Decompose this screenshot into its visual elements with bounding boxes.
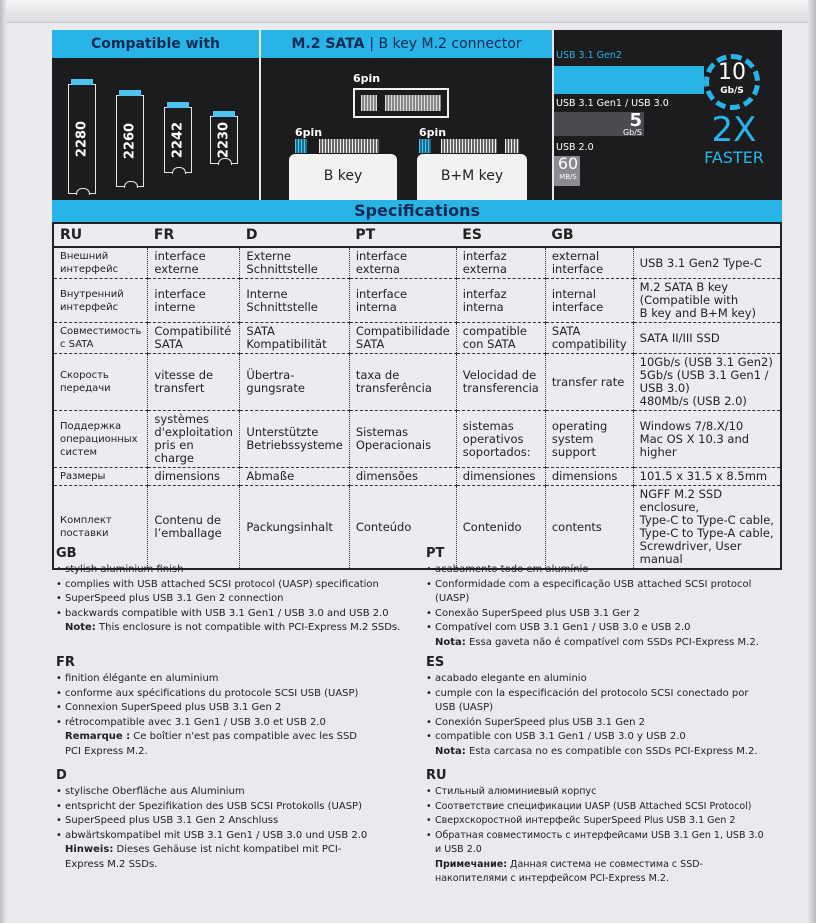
cell-line: transfer rate — [551, 374, 625, 389]
cell-line: Внешний — [60, 251, 109, 262]
cell-line: 480Mb/s (USB 2.0) — [639, 394, 747, 408]
table-cell — [240, 354, 349, 411]
table-cell — [240, 247, 349, 279]
gen2-unit: Gb/S — [720, 86, 744, 96]
bm-key-label: B+M key — [440, 168, 504, 184]
list-item: • acabamento todo em alumínio — [426, 563, 766, 578]
cell-line: SATA — [551, 324, 581, 338]
ssd-size-label: 2230 — [216, 121, 232, 159]
features-gb — [56, 546, 416, 636]
cell-line: interface — [154, 249, 206, 263]
cell-line: Скорость — [60, 370, 109, 381]
cell-line: interface — [355, 286, 408, 301]
ssd-size-label: 2260 — [122, 122, 138, 160]
note — [426, 636, 766, 651]
gen2-speed-bar — [554, 66, 704, 94]
usb2-value: 60 — [557, 154, 579, 173]
table-cell — [545, 468, 633, 486]
list-item: • abwärtskompatibel mit USB 3.1 Gen1 / USB 3.0 und USB 2.0 — [56, 829, 376, 844]
cell-line: интерфейс — [60, 301, 119, 313]
cell-line: M.2 SATA B key — [639, 280, 729, 294]
list-item: • conforme aux spécifications du protocole SCSI USB (UASP) — [56, 687, 376, 702]
list-item: • stylish aluminium finish — [56, 563, 416, 578]
table-cell — [148, 411, 240, 468]
list-item: • stylische Oberfläche aus Aluminium — [56, 785, 376, 800]
note — [426, 858, 766, 887]
table-row — [53, 411, 781, 468]
cell-line: передачи — [60, 383, 111, 394]
section-title: GB — [56, 546, 77, 561]
cell-line: systèmes — [154, 412, 210, 426]
cell-line: transferência — [355, 381, 432, 395]
connector-title-rest: | B key M.2 connector — [369, 36, 522, 52]
note-text: Ce boîtier n'est pas compatible avec les SSD PCI Express M.2. — [65, 731, 357, 757]
list-item: • Conexão SuperSpeed plus USB 3.1 Ger 2 — [426, 607, 766, 622]
cell-line: Externe — [246, 249, 291, 263]
list-item: • compatible con USB 3.1 Gen1 / USB 3.0 y USB 2.0 — [426, 730, 766, 745]
cell-line: Поддержка — [60, 420, 122, 432]
table-cell — [633, 411, 781, 468]
cell-line: Mac OS X 10.3 and — [639, 431, 750, 446]
cell-line: Windows 7/8.X/10 — [639, 418, 744, 433]
note-text: Esta carcasa no es compatible con SSDs PCI-Express M.2. — [465, 745, 758, 757]
connector-panel — [261, 30, 554, 201]
cell-line: Комплект — [60, 515, 112, 526]
table-cell — [148, 468, 240, 486]
cell-line: Abmaße — [246, 469, 295, 483]
cell-line: Размеры — [60, 471, 106, 482]
table-cell — [148, 279, 240, 323]
cell-line: transferencia — [462, 381, 539, 395]
table-cell — [240, 323, 349, 354]
table-row — [53, 279, 781, 323]
cell-line: d'exploitation — [154, 425, 233, 439]
cell-line: externa — [462, 262, 507, 276]
note-label: Nota: — [435, 745, 466, 757]
feature-list — [426, 785, 766, 858]
cell-line: higher — [639, 444, 677, 459]
note-text: Данная система не совместима с SSD-накопителями с интерфейсом PCI-Express M.2. — [435, 858, 703, 884]
gen2-label: USB 3.1 Gen2 — [556, 50, 622, 61]
list-item: • cumple con la especificación del protocolo SCSI conectado por USB (UASP) — [426, 687, 766, 716]
list-item: • Стильный алюминиевый корпус — [426, 785, 766, 800]
table-cell — [633, 468, 781, 486]
note-label: Note: — [65, 622, 96, 633]
note-text: Essa gaveta não é compatível com SSDs PCI-Express M.2. — [465, 636, 759, 648]
features-ru — [426, 768, 766, 887]
column-header: PT — [349, 223, 456, 247]
cell-line: Sistemas — [355, 425, 409, 439]
connector-title — [261, 30, 552, 58]
table-row — [53, 468, 781, 486]
cell-line: dimensions — [154, 469, 220, 483]
cell-line: Übertra- — [246, 368, 295, 382]
ssd-2260-icon — [116, 95, 144, 187]
feature-list — [426, 563, 766, 636]
features-pt — [426, 546, 766, 650]
section-title: FR — [56, 655, 75, 670]
feature-list — [56, 785, 376, 843]
list-item: • backwards compatible with USB 3.1 Gen1 / USB 3.0 and USB 2.0 — [56, 607, 416, 622]
cell-line: interface — [551, 299, 604, 314]
cell-line: operating — [551, 418, 608, 433]
usb2-label: USB 2.0 — [556, 142, 594, 153]
cell-line: SATA — [154, 337, 183, 351]
list-item: • SuperSpeed plus USB 3.1 Gen 2 Anschluss — [56, 814, 376, 829]
b-key-contacts-icon — [319, 139, 379, 153]
cell-line: externa — [355, 262, 400, 276]
cell-line: Screwdriver, User manual — [639, 539, 742, 566]
table-cell — [349, 468, 456, 486]
cell-line: external — [551, 249, 600, 263]
cell-line: dimensões — [355, 469, 418, 483]
table-cell — [633, 247, 781, 279]
cell-line: 101.5 x 31.5 x 8.5mm — [639, 469, 768, 483]
cell-line: SATA — [246, 324, 275, 338]
table-row — [53, 323, 781, 354]
cell-line: Velocidad de — [462, 368, 537, 382]
speed-multiplier: 2X — [711, 110, 757, 150]
table-cell — [456, 279, 545, 323]
sata-connector-icon — [353, 88, 449, 118]
table-cell — [456, 468, 545, 486]
cell-line: Compatibilidade — [355, 324, 450, 338]
bm-key-pins-icon — [419, 139, 431, 153]
cell-line: Kompatibilität — [246, 337, 327, 351]
column-header: FR — [148, 223, 240, 247]
list-item: • Соответствие спецификации UASP (USB Attached SCSI Protocol) — [426, 800, 766, 815]
table-cell — [53, 279, 148, 323]
cell-line: Packungsinhalt — [246, 519, 333, 534]
cell-line: с SATA — [60, 339, 94, 350]
column-header: GB — [545, 223, 633, 247]
cell-line: Operacionais — [355, 438, 432, 452]
speed-panel — [554, 30, 782, 201]
cell-line: con SATA — [462, 337, 516, 351]
table-row — [53, 354, 781, 411]
features-fr — [56, 655, 376, 759]
cell-line: Betriebssysteme — [246, 438, 343, 452]
features-es — [426, 655, 766, 759]
specifications-table — [52, 222, 782, 570]
table-cell — [349, 279, 456, 323]
cell-line: Contenu de — [154, 513, 221, 527]
note — [56, 621, 416, 636]
features-d — [56, 768, 376, 872]
box-top-edge — [0, 0, 816, 23]
table-cell — [545, 323, 633, 354]
bm-key-contacts-icon — [505, 139, 519, 153]
gen1-unit: Gb/S — [622, 128, 642, 137]
table-cell — [349, 411, 456, 468]
bm-key-contacts-icon — [441, 139, 497, 153]
list-item: • SuperSpeed plus USB 3.1 Gen 2 connection — [56, 592, 416, 607]
cell-line: систем — [60, 446, 98, 458]
gen1-label: USB 3.1 Gen1 / USB 3.0 — [556, 98, 669, 109]
list-item: • rétrocompatible avec 3.1 Gen1 / USB 3.0 et USB 2.0 — [56, 716, 376, 731]
cell-line: interfaz — [462, 286, 507, 301]
table-cell — [633, 279, 781, 323]
list-item: • Обратная совместимость с интерфейсами USB 3.1 Gen 1, USB 3.0 и USB 2.0 — [426, 829, 766, 858]
cell-line: Unterstützte — [246, 425, 319, 439]
cell-line: SATA II/III SSD — [639, 330, 720, 345]
ssd-2230-icon — [210, 116, 238, 164]
gen2-value: 10 — [718, 60, 746, 85]
table-cell — [349, 354, 456, 411]
table-cell — [456, 354, 545, 411]
cell-line: Внутренний — [60, 288, 124, 300]
note — [56, 730, 376, 759]
section-title: PT — [426, 546, 445, 561]
cell-line: transfert — [154, 381, 205, 395]
cell-line: interne — [154, 299, 196, 314]
cell-line: Schnittstelle — [246, 262, 318, 276]
table-cell — [349, 247, 456, 279]
cell-line: 10Gb/s (USB 3.1 Gen2) — [639, 355, 773, 369]
cell-line: Interne — [246, 286, 288, 301]
cell-line: l’emballage — [154, 526, 222, 540]
table-cell — [148, 354, 240, 411]
faster-label: FASTER — [704, 148, 764, 167]
cell-line: compatible — [462, 324, 527, 338]
cell-line: Schnittstelle — [246, 299, 318, 314]
specifications-title: Specifications — [52, 200, 782, 222]
list-item: • Сверхскоростной интерфейс SuperSpeed Plus USB 3.1 Gen 2 — [426, 814, 766, 829]
cell-line: interna — [462, 299, 504, 314]
feature-list — [426, 672, 766, 745]
cell-line: Совместимость — [60, 326, 142, 337]
list-item: • acabado elegante en aluminio — [426, 672, 766, 687]
table-cell — [545, 354, 633, 411]
table-cell — [53, 468, 148, 486]
cell-line: Type-C to Type-A cable, — [639, 526, 774, 540]
cell-line: поставки — [60, 528, 109, 539]
table-cell — [240, 411, 349, 468]
cell-line: contents — [551, 519, 602, 534]
cell-line: pris en charge — [154, 438, 194, 465]
note — [426, 745, 766, 760]
b-key-pins-icon — [295, 139, 307, 153]
table-cell — [53, 323, 148, 354]
table-cell — [349, 323, 456, 354]
cell-line: interface — [551, 262, 604, 276]
table-cell — [240, 468, 349, 486]
note — [56, 843, 376, 872]
table-cell — [53, 354, 148, 411]
cell-line: internal — [551, 286, 596, 301]
list-item: • complies with USB attached SCSI protocol (UASP) specification — [56, 578, 416, 593]
ssd-2280-icon — [68, 84, 96, 194]
cell-line: SATA — [355, 337, 385, 351]
gen1-value: 5 — [629, 110, 642, 131]
cell-line: compatibility — [551, 337, 627, 351]
cell-line: USB 3.0) — [639, 381, 690, 395]
cell-line: 5Gb/s (USB 3.1 Gen1 / — [639, 368, 769, 382]
cell-line: B key and B+M key) — [639, 306, 757, 320]
table-cell — [240, 279, 349, 323]
note-text: Dieses Gehäuse ist nicht kompatibel mit PCI-Express M.2 SSDs. — [65, 844, 342, 870]
cell-line: interna — [355, 299, 397, 314]
cell-line: interfaz — [462, 249, 507, 263]
table-cell — [633, 323, 781, 354]
cell-line: interface — [355, 249, 408, 263]
table-row — [53, 247, 781, 279]
cell-line: Conteúdo — [355, 519, 412, 534]
note-label: Nota: — [435, 636, 466, 648]
product-banner — [52, 30, 782, 201]
cell-line: dimensions — [551, 469, 618, 483]
list-item: • Compatível com USB 3.1 Gen1 / USB 3.0 e USB 2.0 — [426, 621, 766, 636]
table-cell — [53, 247, 148, 279]
cell-line: interface — [154, 286, 206, 301]
column-header — [633, 223, 781, 247]
column-header: RU — [53, 223, 148, 247]
list-item: • finition élégante en aluminium — [56, 672, 376, 687]
cell-line: Type-C to Type-C cable, — [639, 513, 774, 527]
section-title: D — [56, 768, 67, 783]
cell-line: операционных — [60, 433, 138, 445]
table-cell — [148, 323, 240, 354]
note-label: Hinweis: — [65, 844, 114, 855]
cell-line: Contenido — [462, 519, 522, 534]
table-cell — [545, 247, 633, 279]
column-header: D — [240, 223, 349, 247]
cell-line: sistemas — [462, 418, 514, 433]
connector-title-bold: M.2 SATA — [291, 36, 365, 52]
cell-line: vitesse de — [154, 368, 214, 382]
table-cell — [545, 411, 633, 468]
section-title: ES — [426, 655, 445, 670]
ssd-2242-icon — [164, 107, 192, 173]
usb2-unit: MB/S — [559, 173, 577, 181]
pin-label: 6pin — [419, 126, 447, 139]
cell-line: soportados: — [462, 444, 531, 459]
table-cell — [53, 411, 148, 468]
cell-line: Compatibilité — [154, 324, 232, 338]
cell-line: gungsrate — [246, 381, 305, 395]
section-title: RU — [426, 768, 447, 783]
cell-line: USB 3.1 Gen2 Type-C — [639, 255, 762, 270]
pin-label: 6pin — [353, 72, 381, 85]
compatible-panel — [52, 30, 261, 201]
pin-label: 6pin — [295, 126, 323, 139]
table-cell — [456, 411, 545, 468]
table-header-row — [53, 223, 781, 247]
table-cell — [456, 247, 545, 279]
box-right-edge — [808, 0, 816, 923]
list-item: • entspricht der Spezifikation des USB SCSI Protokolls (UASP) — [56, 800, 376, 815]
cell-line: operativos — [462, 431, 524, 446]
note-label: Примечание: — [435, 858, 508, 870]
cell-line: support — [551, 444, 597, 459]
ssd-size-label: 2242 — [170, 121, 186, 159]
cell-line: externe — [154, 262, 199, 276]
cell-line: system — [551, 431, 594, 446]
column-header: ES — [456, 223, 545, 247]
list-item: • Connexion SuperSpeed plus USB 3.1 Gen 2 — [56, 701, 376, 716]
note-label: Remarque : — [65, 731, 131, 742]
cell-line: (Compatible with — [639, 293, 739, 307]
table-cell — [633, 354, 781, 411]
ssd-size-label: 2280 — [74, 120, 90, 158]
list-item: • Conexión SuperSpeed plus USB 3.1 Gen 2 — [426, 716, 766, 731]
table-cell — [545, 279, 633, 323]
note-text: This enclosure is not compatible with PCI-Express M.2 SSDs. — [95, 622, 401, 633]
compatible-title: Compatible with — [52, 30, 259, 58]
cell-line: taxa de — [355, 368, 400, 382]
list-item: • Conformidade com a especificação USB attached SCSI protocol (UASP) — [426, 578, 766, 607]
table-cell — [148, 247, 240, 279]
cell-line: dimensiones — [462, 469, 536, 483]
feature-list — [56, 672, 376, 730]
cell-line: NGFF M.2 SSD enclosure, — [639, 487, 723, 514]
box-left-edge — [0, 0, 6, 923]
table-cell — [456, 323, 545, 354]
cell-line: интерфейс — [60, 264, 119, 275]
feature-list — [56, 563, 416, 621]
b-key-label: B key — [323, 168, 363, 184]
